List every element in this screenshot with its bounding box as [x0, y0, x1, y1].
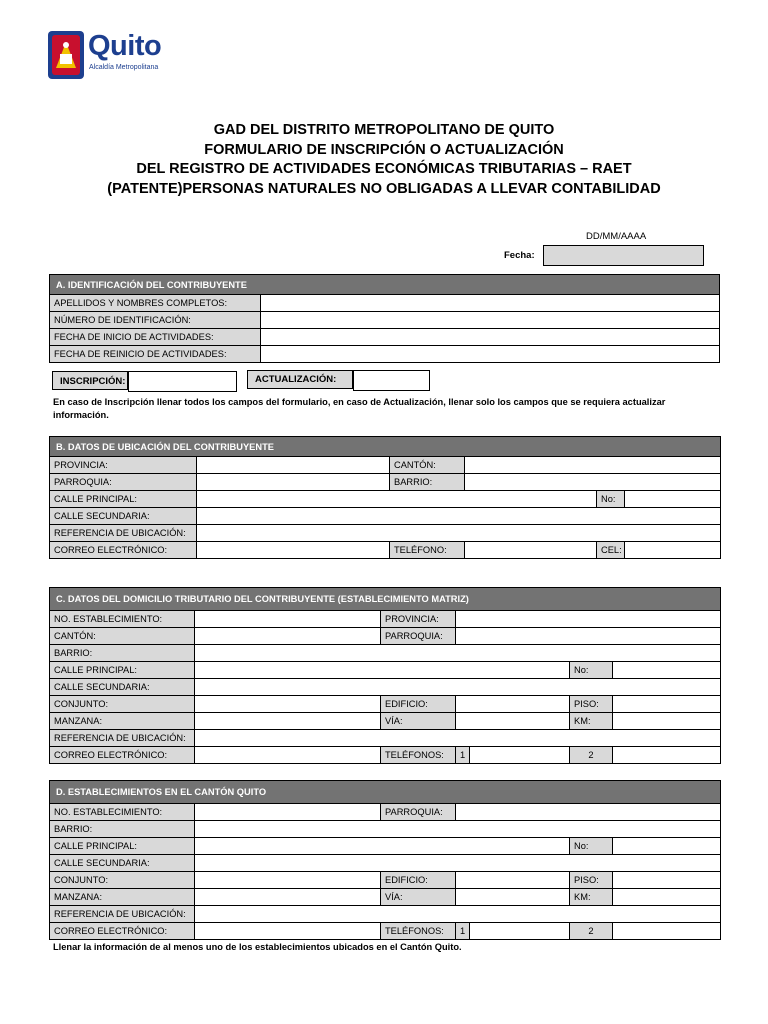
label-numero-identificacion: NÚMERO DE IDENTIFICACIÓN: — [50, 312, 261, 329]
page-title — [0, 121, 768, 199]
date-label: Fecha: — [504, 250, 535, 261]
input-parroquia[interactable] — [197, 474, 390, 491]
label-telefonos: TELÉFONOS: — [381, 923, 456, 940]
section-c-table — [49, 587, 721, 764]
label-via: VÍA: — [381, 713, 456, 730]
input-no[interactable] — [625, 491, 721, 508]
input-referencia[interactable] — [195, 906, 721, 923]
input-barrio[interactable] — [195, 645, 721, 662]
label-referencia: REFERENCIA DE UBICACIÓN: — [50, 525, 197, 542]
label-conjunto: CONJUNTO: — [50, 696, 195, 713]
input-piso[interactable] — [613, 696, 721, 713]
label-barrio: BARRIO: — [50, 645, 195, 662]
section-c-title: C. DATOS DEL DOMICILIO TRIBUTARIO DEL CONTRIBUYENTE (ESTABLECIMIENTO MATRIZ) — [50, 588, 721, 611]
input-telefono[interactable] — [465, 542, 597, 559]
input-via[interactable] — [456, 889, 570, 906]
section-d-table — [49, 780, 721, 940]
input-calle-principal[interactable] — [197, 491, 597, 508]
input-piso[interactable] — [613, 872, 721, 889]
title-line: (PATENTE)PERSONAS NATURALES NO OBLIGADAS A LLEVAR CONTABILIDAD — [107, 180, 661, 197]
label-barrio: BARRIO: — [390, 474, 465, 491]
label-piso: PISO: — [570, 696, 613, 713]
input-referencia[interactable] — [197, 525, 721, 542]
input-fecha-inicio[interactable] — [261, 329, 720, 346]
input-no-establecimiento[interactable] — [195, 611, 381, 628]
input-apellidos[interactable] — [261, 295, 720, 312]
section-a-title: A. IDENTIFICACIÓN DEL CONTRIBUYENTE — [50, 275, 720, 295]
label-no: No: — [570, 662, 613, 679]
input-manzana[interactable] — [195, 889, 381, 906]
establishment-note: Llenar la información de al menos uno de los establecimientos ubicados en el Cantón Quito. — [53, 942, 462, 952]
label-no: No: — [597, 491, 625, 508]
label-tel-2: 2 — [570, 747, 613, 764]
section-b-table — [49, 436, 721, 559]
label-edificio: EDIFICIO: — [381, 872, 456, 889]
input-km[interactable] — [613, 889, 721, 906]
label-conjunto: CONJUNTO: — [50, 872, 195, 889]
input-canton[interactable] — [195, 628, 381, 645]
label-manzana: MANZANA: — [50, 889, 195, 906]
label-calle-secundaria: CALLE SECUNDARIA: — [50, 855, 195, 872]
label-km: KM: — [570, 713, 613, 730]
input-edificio[interactable] — [456, 696, 570, 713]
label-no-establecimiento: NO. ESTABLECIMIENTO: — [50, 611, 195, 628]
input-km[interactable] — [613, 713, 721, 730]
input-canton[interactable] — [465, 457, 721, 474]
input-tel-1[interactable] — [470, 923, 570, 940]
label-calle-principal: CALLE PRINCIPAL: — [50, 491, 197, 508]
logo-subtitle: Alcaldía Metropolitana — [89, 64, 159, 71]
label-referencia: REFERENCIA DE UBICACIÓN: — [50, 906, 195, 923]
label-tel-1: 1 — [456, 747, 470, 764]
input-calle-principal[interactable] — [195, 838, 570, 855]
label-calle-secundaria: CALLE SECUNDARIA: — [50, 679, 195, 696]
label-canton: CANTÓN: — [50, 628, 195, 645]
actualizacion-label: ACTUALIZACIÓN: — [247, 370, 353, 389]
label-cel: CEL: — [597, 542, 625, 559]
title-line: DEL REGISTRO DE ACTIVIDADES ECONÓMICAS TRIBUTARIAS – RAET — [136, 161, 632, 177]
input-via[interactable] — [456, 713, 570, 730]
section-b-title: B. DATOS DE UBICACIÓN DEL CONTRIBUYENTE — [50, 437, 721, 457]
input-numero-identificacion[interactable] — [261, 312, 720, 329]
label-km: KM: — [570, 889, 613, 906]
input-calle-principal[interactable] — [195, 662, 570, 679]
date-input[interactable] — [543, 245, 704, 266]
label-apellidos: APELLIDOS Y NOMBRES COMPLETOS: — [50, 295, 261, 312]
input-tel-2[interactable] — [613, 747, 721, 764]
input-barrio[interactable] — [195, 821, 721, 838]
input-calle-secundaria[interactable] — [195, 679, 721, 696]
label-piso: PISO: — [570, 872, 613, 889]
input-parroquia[interactable] — [456, 628, 721, 645]
logo-text: Quito — [88, 30, 162, 62]
label-tel-2: 2 — [570, 923, 613, 940]
label-calle-principal: CALLE PRINCIPAL: — [50, 662, 195, 679]
label-correo: CORREO ELECTRÓNICO: — [50, 747, 195, 764]
section-a-table — [49, 274, 720, 363]
coat-of-arms-icon — [47, 30, 85, 80]
title-line: FORMULARIO DE INSCRIPCIÓN O ACTUALIZACIÓN — [204, 141, 564, 158]
label-tel-1: 1 — [456, 923, 470, 940]
inscripcion-checkbox[interactable] — [128, 371, 237, 392]
input-conjunto[interactable] — [195, 696, 381, 713]
label-edificio: EDIFICIO: — [381, 696, 456, 713]
label-provincia: PROVINCIA: — [381, 611, 456, 628]
label-referencia: REFERENCIA DE UBICACIÓN: — [50, 730, 195, 747]
label-no: No: — [570, 838, 613, 855]
input-calle-secundaria[interactable] — [195, 855, 721, 872]
input-conjunto[interactable] — [195, 872, 381, 889]
input-tel-2[interactable] — [613, 923, 721, 940]
input-no[interactable] — [613, 662, 721, 679]
inscripcion-label: INSCRIPCIÓN: — [52, 371, 128, 390]
input-correo[interactable] — [195, 923, 381, 940]
input-tel-1[interactable] — [470, 747, 570, 764]
label-calle-principal: CALLE PRINCIPAL: — [50, 838, 195, 855]
inscription-note: En caso de Inscripción llenar todos los campos del formulario, en caso de Actualización, llenar solo los campos que se requiera actualizar información. — [53, 397, 666, 420]
input-provincia[interactable] — [197, 457, 390, 474]
label-parroquia: PARROQUIA: — [381, 628, 456, 645]
input-referencia[interactable] — [195, 730, 721, 747]
label-no-establecimiento: NO. ESTABLECIMIENTO: — [50, 804, 195, 821]
input-barrio[interactable] — [465, 474, 721, 491]
section-d-title: D. ESTABLECIMIENTOS EN EL CANTÓN QUITO — [50, 781, 721, 804]
title-line: GAD DEL DISTRITO METROPOLITANO DE QUITO — [213, 122, 555, 138]
label-correo: CORREO ELECTRÓNICO: — [50, 542, 197, 559]
label-canton: CANTÓN: — [390, 457, 465, 474]
input-provincia[interactable] — [456, 611, 721, 628]
label-correo: CORREO ELECTRÓNICO: — [50, 923, 195, 940]
input-manzana[interactable] — [195, 713, 381, 730]
input-correo[interactable] — [195, 747, 381, 764]
input-no[interactable] — [613, 838, 721, 855]
label-provincia: PROVINCIA: — [50, 457, 197, 474]
label-parroquia: PARROQUIA: — [381, 804, 456, 821]
label-telefono: TELÉFONO: — [390, 542, 465, 559]
label-parroquia: PARROQUIA: — [50, 474, 197, 491]
label-calle-secundaria: CALLE SECUNDARIA: — [50, 508, 197, 525]
input-calle-secundaria[interactable] — [197, 508, 721, 525]
actualizacion-checkbox[interactable] — [353, 370, 430, 391]
label-barrio: BARRIO: — [50, 821, 195, 838]
input-edificio[interactable] — [456, 872, 570, 889]
input-cel[interactable] — [625, 542, 721, 559]
input-correo[interactable] — [197, 542, 390, 559]
label-via: VÍA: — [381, 889, 456, 906]
input-fecha-reinicio[interactable] — [261, 346, 720, 363]
label-fecha-inicio: FECHA DE INICIO DE ACTIVIDADES: — [50, 329, 261, 346]
label-telefonos: TELÉFONOS: — [381, 747, 456, 764]
input-no-establecimiento[interactable] — [195, 804, 381, 821]
input-parroquia[interactable] — [456, 804, 721, 821]
label-fecha-reinicio: FECHA DE REINICIO DE ACTIVIDADES: — [50, 346, 261, 363]
date-format-hint: DD/MM/AAAA — [586, 231, 647, 242]
label-manzana: MANZANA: — [50, 713, 195, 730]
